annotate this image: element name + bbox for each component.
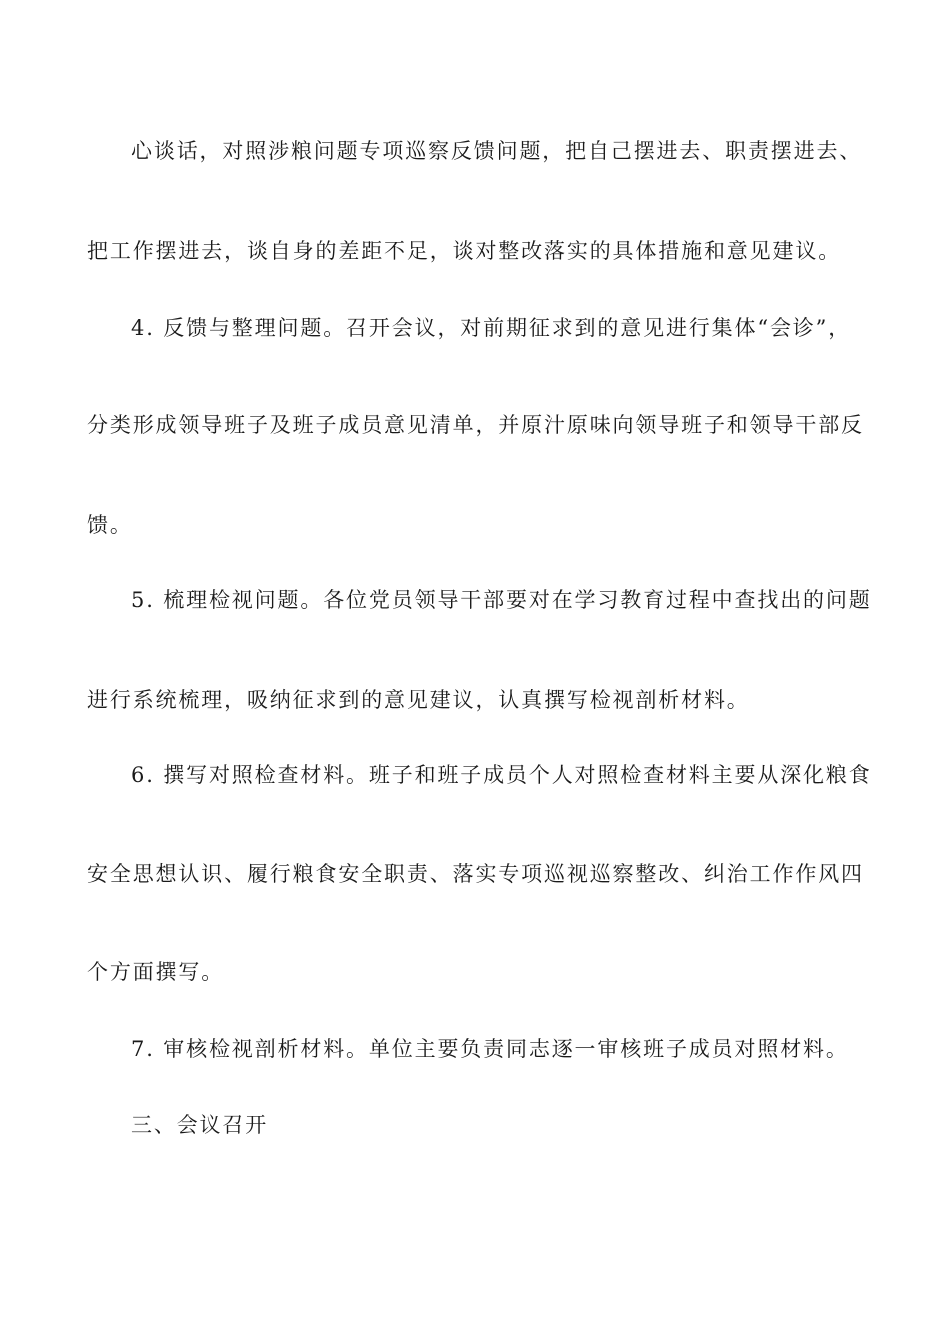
section-heading: 三、会议召开 [131, 1113, 269, 1137]
paragraph-line: 进行系统梳理，吸纳征求到的意见建议，认真撰写检视剖析材料。 [87, 688, 750, 712]
paragraph-line: 心谈话，对照涉粮问题专项巡察反馈问题，把自己摆进去、职责摆进去、 [131, 139, 863, 163]
paragraph-line: 7. 审核检视剖析材料。单位主要负责同志逐一审核班子成员对照材料。 [131, 1037, 849, 1061]
paragraph-line: 把工作摆进去，谈自身的差距不足，谈对整改落实的具体措施和意见建议。 [87, 239, 842, 263]
paragraph-line: 分类形成领导班子及班子成员意见清单，并原汁原味向领导班子和领导干部反 [87, 413, 864, 437]
paragraph-line: 4. 反馈与整理问题。召开会议，对前期征求到的意见进行集体“会诊”， [131, 316, 852, 340]
paragraph-line: 馈。 [87, 513, 133, 537]
paragraph-line: 6. 撰写对照检查材料。班子和班子成员个人对照检查材料主要从深化粮食 [131, 763, 872, 787]
paragraph-line: 5. 梳理检视问题。各位党员领导干部要对在学习教育过程中查找出的问题 [131, 588, 872, 612]
paragraph-line: 安全思想认识、履行粮食安全职责、落实专项巡视巡察整改、纠治工作作风四 [87, 862, 864, 886]
paragraph-line: 个方面撰写。 [87, 960, 225, 984]
